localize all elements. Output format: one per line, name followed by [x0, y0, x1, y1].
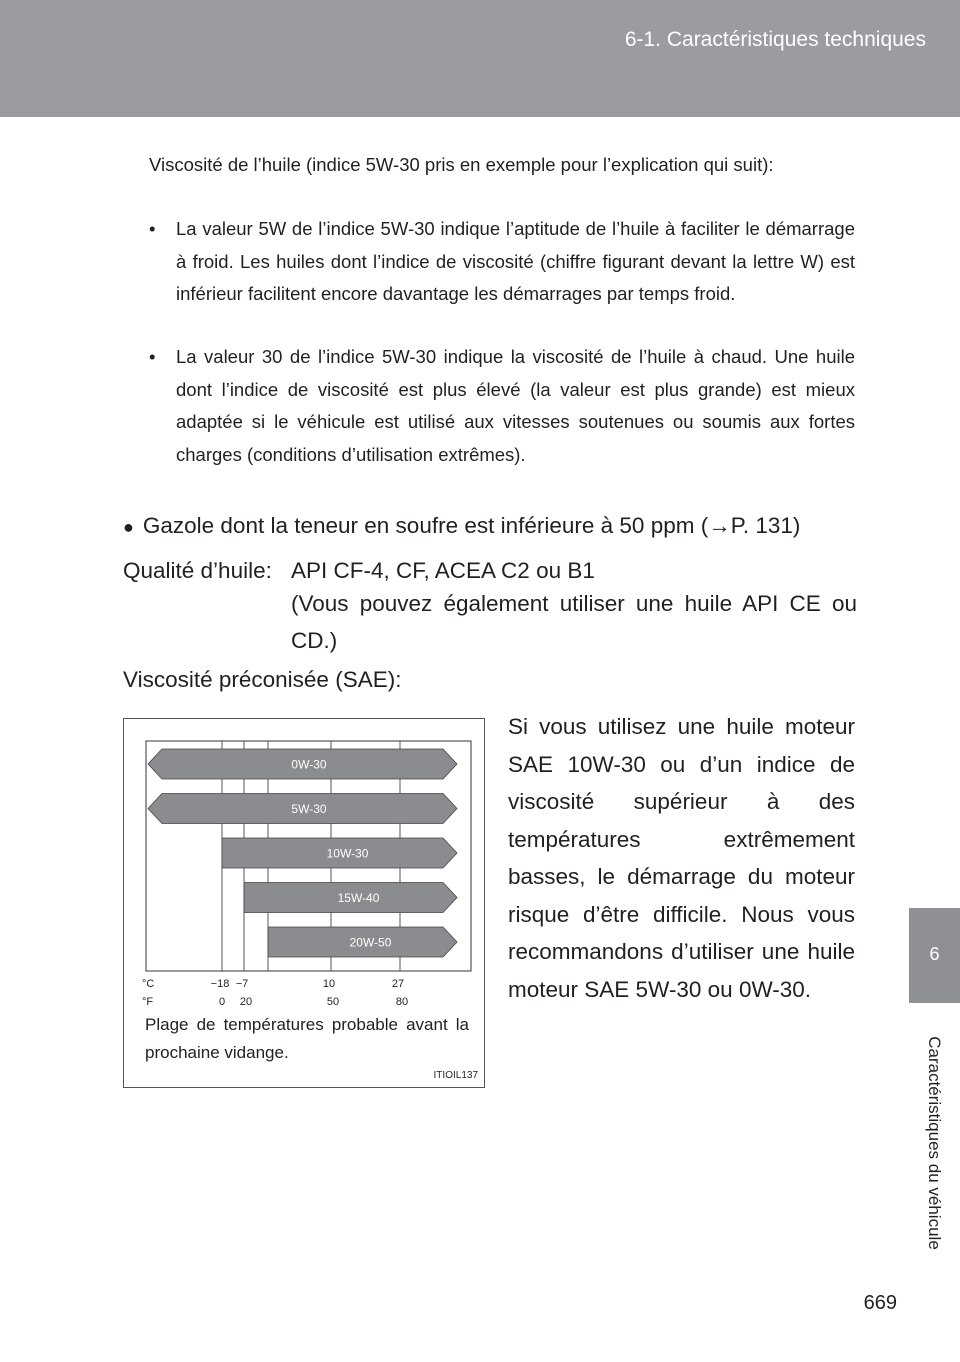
viscosity-heading: Viscosité préconisée (SAE):	[123, 667, 402, 692]
chapter-number: 6	[929, 944, 940, 964]
grade-label: 20W-50	[349, 935, 392, 950]
tick-celsius: 10	[322, 978, 336, 990]
tick-fahrenheit: 20	[239, 996, 253, 1008]
chapter-tab[interactable]	[909, 908, 960, 1003]
grade-label: 0W-30	[291, 757, 327, 772]
tick-fahrenheit: 0	[218, 996, 226, 1008]
figure-caption: Plage de températures probable avant la prochaine vidange.	[145, 1015, 469, 1062]
cold-start-note: Si vous utilisez une huile moteur SAE 10W-30 ou d’un indice de viscosité supérieur à des températures extrêmement basses, le démarrage du moteur risque d’être difficile. Nous vous recommandons d’utiliser une huile moteur SAE 5W-30 ou 0W-30.	[508, 714, 855, 1002]
diesel-requirement	[123, 507, 863, 546]
bullet-dot: •	[149, 218, 156, 239]
bullet-dot: •	[149, 346, 156, 367]
oil-quality-note: (Vous pouvez également utiliser une huile API CE ou CD.)	[291, 591, 857, 653]
bullet-text: La valeur 30 de l’indice 5W-30 indique la viscosité de l’huile à chaud. Une huile dont l’indice de viscosité est plus élevé (la valeur est plus grande) est mieux adaptée si le véhicule est utilisé aux vitesses soutenues ou soumis aux fortes charges (conditions d’utilisation extrêmes).	[176, 346, 855, 465]
page-header	[0, 0, 960, 117]
grade-label: 15W-40	[337, 891, 380, 905]
bullet-item-1	[149, 213, 855, 311]
unit-fahrenheit-label: °F	[142, 996, 154, 1008]
diesel-text: Gazole dont la teneur en soufre est inférieure à 50 ppm (→P. 131)	[142, 513, 801, 538]
bullet-text: La valeur 5W de l’indice 5W-30 indique l’aptitude de l’huile à faciliter le démarrage à froid. Les huiles dont l’indice de viscosité (chiffre figurant devant la lettre W) est inférieur facilitent encore davantage les démarrages par temps froid.	[176, 218, 855, 304]
unit-celsius-label: °C	[142, 978, 155, 990]
bullet-item-2	[149, 341, 855, 471]
grade-label: 5W-30	[291, 802, 327, 816]
tick-fahrenheit: 50	[326, 996, 340, 1008]
oil-quality-value: API CF-4, CF, ACEA C2 ou B1	[291, 558, 595, 583]
tick-fahrenheit: 80	[395, 996, 409, 1008]
chapter-label: Caractéristiques du véhicule	[925, 1036, 944, 1250]
circle-bullet-icon: ●	[123, 517, 134, 537]
page-number: 669	[863, 1292, 897, 1314]
viscosity-chart-figure	[123, 718, 485, 1088]
tick-celsius: −7	[235, 978, 249, 990]
tick-celsius: −18	[210, 978, 230, 990]
oil-quality-label: Qualité d’huile:	[123, 558, 272, 583]
figure-code: ITIOIL137	[433, 1070, 478, 1081]
tick-celsius: 27	[391, 978, 405, 990]
section-title: 6-1. Caractéristiques techniques	[624, 28, 926, 51]
intro-paragraph: Viscosité de l’huile (indice 5W-30 pris en exemple pour l’explication qui suit):	[149, 154, 774, 175]
grade-label: 10W-30	[326, 846, 369, 861]
